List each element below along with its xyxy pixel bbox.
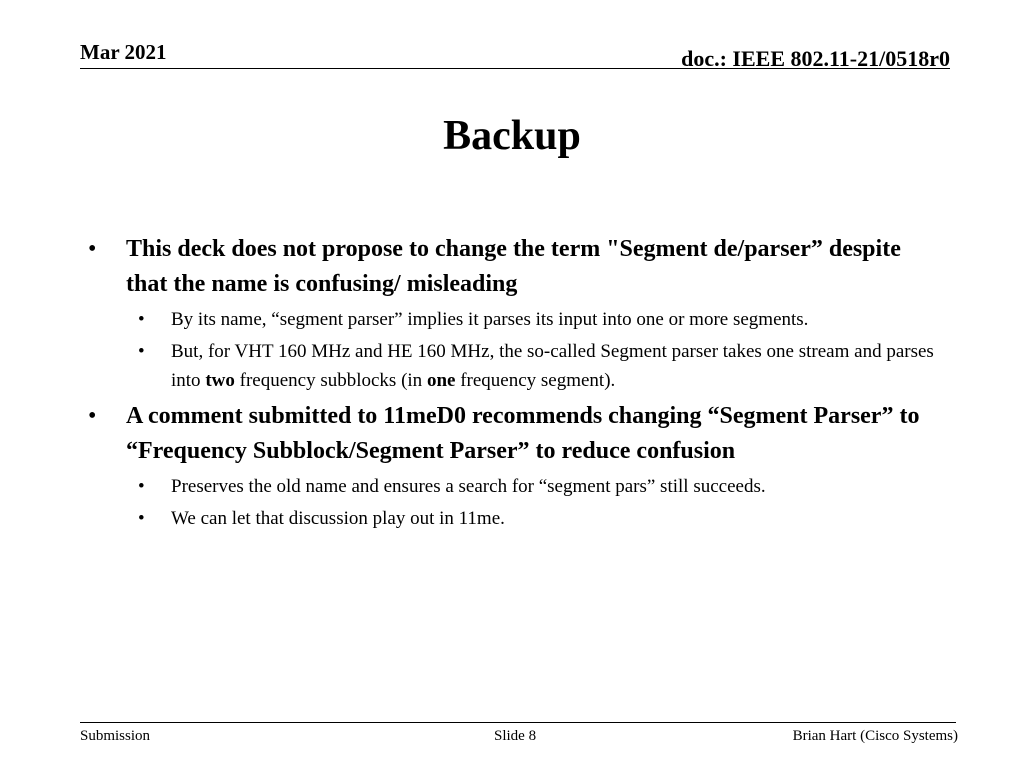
footer-slide-number: Slide 8 — [494, 728, 537, 744]
bullet-1-sub-2-text — [171, 337, 941, 395]
bullet-marker: • — [88, 403, 97, 429]
bullet-1-text: This deck does not propose to change the term "Segment de/parser” despite that the name is confusing/ misleading — [126, 236, 901, 297]
sub-text-part: frequency segment). — [455, 370, 616, 391]
bullet-1-sub-2 — [138, 337, 958, 395]
slide-title: Backup — [443, 113, 581, 159]
bullet-marker: • — [138, 476, 145, 497]
bullet-2-sub-1 — [138, 472, 958, 501]
emphasis-two: two — [205, 370, 235, 391]
emphasis-one: one — [426, 370, 456, 391]
footer-divider — [80, 722, 956, 723]
bullet-2-sub-1-text: Preserves the old name and ensures a search for “segment pars” still succeeds. — [171, 476, 766, 497]
bullet-marker: • — [88, 236, 97, 262]
bullet-1 — [88, 232, 958, 302]
header-divider — [80, 68, 950, 69]
footer-author: Brian Hart (Cisco Systems) — [792, 728, 958, 744]
slide-body — [88, 228, 958, 533]
bullet-2 — [88, 399, 958, 469]
sub-text-part: frequency subblocks (in — [234, 370, 427, 391]
header-doc-id: doc.: IEEE 802.11-21/0518r0 — [681, 46, 950, 71]
bullet-1-sub-1-text: By its name, “segment parser” implies it parses its input into one or more segments. — [171, 309, 809, 330]
bullet-2-text: A comment submitted to 11meD0 recommends changing “Segment Parser” to “Frequency Subblock/Segment Parser” to reduce confusion — [126, 403, 920, 464]
bullet-2-sub-2 — [138, 504, 958, 533]
footer-submission: Submission — [80, 728, 151, 744]
header-date: Mar 2021 — [80, 40, 167, 64]
bullet-marker: • — [138, 309, 145, 330]
bullet-marker: • — [138, 508, 145, 529]
bullet-marker: • — [138, 341, 145, 362]
bullet-2-sub-2-text: We can let that discussion play out in 11me. — [171, 508, 505, 529]
bullet-1-sub-1 — [138, 305, 958, 334]
sub-text-part: But, for VHT 160 MHz and HE 160 MHz, the so-called Segment parser takes one stream and parses into — [171, 341, 934, 391]
